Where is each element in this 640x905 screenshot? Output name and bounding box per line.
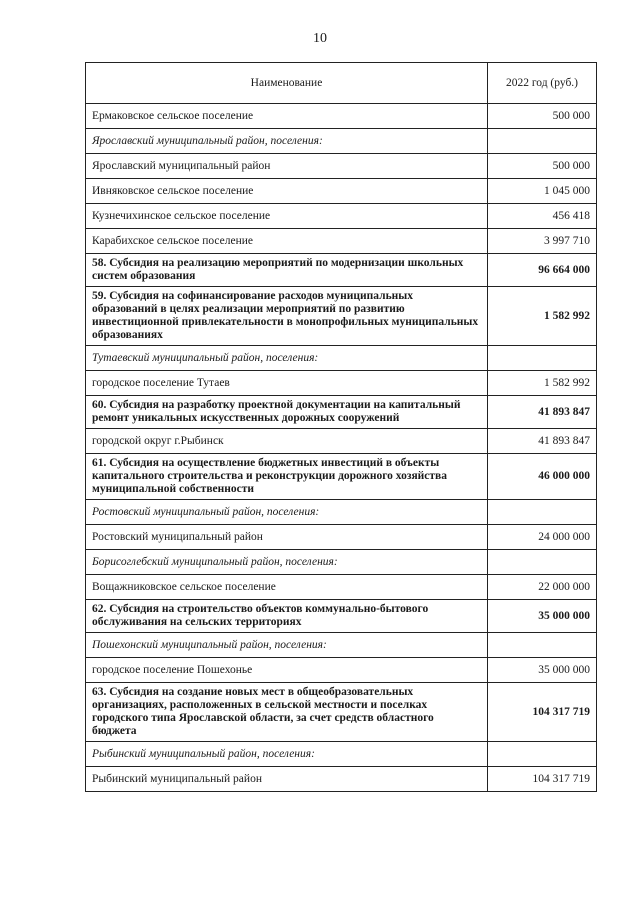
row-amount: 22 000 000 (488, 575, 597, 600)
district-row (86, 129, 597, 154)
row-name: Ярославский муниципальный район (86, 154, 488, 179)
table-row (86, 575, 597, 600)
row-amount: 46 000 000 (488, 454, 597, 500)
row-name: 58. Субсидия на реализацию мероприятий по модернизации школьных систем образования (86, 254, 488, 287)
row-name: Вощажниковское сельское поселение (86, 575, 488, 600)
row-name: Рыбинский муниципальный район, поселения: (86, 742, 488, 767)
row-name: Ермаковское сельское поселение (86, 104, 488, 129)
subsidy-row (86, 287, 597, 346)
row-amount: 500 000 (488, 104, 597, 129)
row-name: Пошехонский муниципальный район, поселения: (86, 633, 488, 658)
table-header-row (86, 63, 597, 104)
budget-table (85, 62, 597, 792)
row-amount: 104 317 719 (488, 683, 597, 742)
row-name: городской округ г.Рыбинск (86, 429, 488, 454)
row-amount: 41 893 847 (488, 429, 597, 454)
subsidy-row (86, 683, 597, 742)
table-row (86, 525, 597, 550)
row-name: 62. Субсидия на строительство объектов коммунально-бытового обслуживания на сельских территориях (86, 600, 488, 633)
row-amount: 456 418 (488, 204, 597, 229)
subsidy-row (86, 396, 597, 429)
district-row (86, 550, 597, 575)
table-row (86, 229, 597, 254)
row-amount (488, 550, 597, 575)
table-row (86, 767, 597, 792)
row-amount (488, 129, 597, 154)
table-row (86, 104, 597, 129)
table-row (86, 154, 597, 179)
row-amount (488, 633, 597, 658)
row-name: Ивняковское сельское поселение (86, 179, 488, 204)
row-name: 61. Субсидия на осуществление бюджетных инвестиций в объекты капитального строительства и реконструкции дорожного хозяйства муниципальной собственности (86, 454, 488, 500)
row-amount: 104 317 719 (488, 767, 597, 792)
subsidy-row (86, 454, 597, 500)
row-name: Ростовский муниципальный район, поселения: (86, 500, 488, 525)
subsidy-row (86, 254, 597, 287)
table-row (86, 204, 597, 229)
row-amount: 500 000 (488, 154, 597, 179)
table-row (86, 658, 597, 683)
row-amount (488, 500, 597, 525)
row-name: Ростовский муниципальный район (86, 525, 488, 550)
page-number: 10 (313, 31, 327, 46)
row-amount (488, 742, 597, 767)
row-amount: 1 045 000 (488, 179, 597, 204)
row-amount: 24 000 000 (488, 525, 597, 550)
row-name: Тутаевский муниципальный район, поселения: (86, 346, 488, 371)
district-row (86, 500, 597, 525)
row-amount: 1 582 992 (488, 371, 597, 396)
row-name: Ярославский муниципальный район, поселения: (86, 129, 488, 154)
row-amount: 41 893 847 (488, 396, 597, 429)
district-row (86, 633, 597, 658)
table-body (86, 104, 597, 792)
district-row (86, 742, 597, 767)
row-name: Кузнечихинское сельское поселение (86, 204, 488, 229)
subsidy-row (86, 600, 597, 633)
row-name: городское поселение Тутаев (86, 371, 488, 396)
table-row (86, 429, 597, 454)
row-name: Рыбинский муниципальный район (86, 767, 488, 792)
row-amount: 35 000 000 (488, 600, 597, 633)
row-amount: 96 664 000 (488, 254, 597, 287)
row-amount: 35 000 000 (488, 658, 597, 683)
row-name: 63. Субсидия на создание новых мест в общеобразовательных организациях, расположенных в сельской местности и поселках городского типа Ярославской области, за счет средств областного бюджета (86, 683, 488, 742)
row-name: 59. Субсидия на софинансирование расходов муниципальных образований в целях реализации мероприятий по развитию инвестиционной привлекательности в монопрофильных муниципальных образованиях (86, 287, 488, 346)
row-amount: 1 582 992 (488, 287, 597, 346)
table-row (86, 371, 597, 396)
row-amount: 3 997 710 (488, 229, 597, 254)
row-amount (488, 346, 597, 371)
row-name: 60. Субсидия на разработку проектной документации на капитальный ремонт уникальных искусственных дорожных сооружений (86, 396, 488, 429)
header-amount: 2022 год (руб.) (488, 63, 597, 104)
row-name: Борисоглебский муниципальный район, поселения: (86, 550, 488, 575)
row-name: городское поселение Пошехонье (86, 658, 488, 683)
table-row (86, 179, 597, 204)
row-name: Карабихское сельское поселение (86, 229, 488, 254)
district-row (86, 346, 597, 371)
header-name: Наименование (86, 63, 488, 104)
